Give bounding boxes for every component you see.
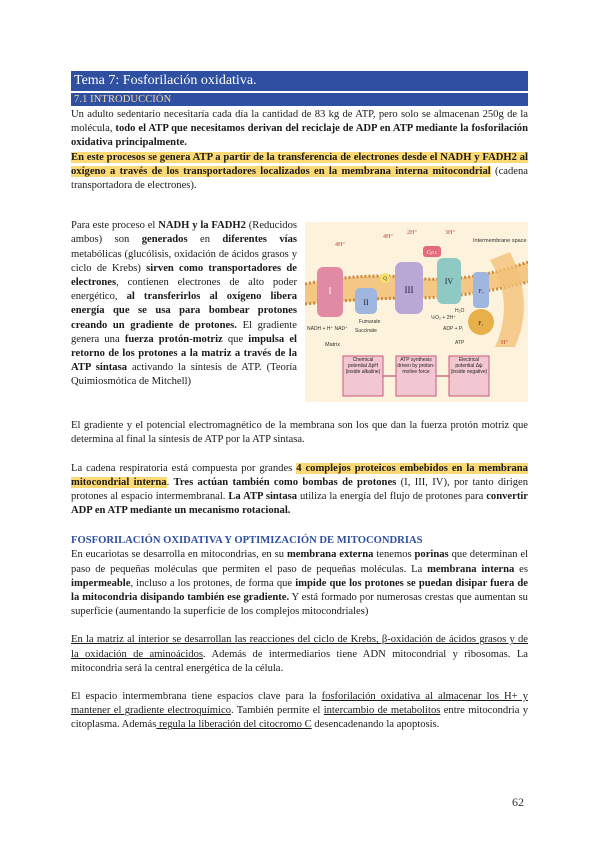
side-paragraph [71, 219, 297, 389]
side-bold: generados [141, 234, 188, 246]
complex-i [317, 267, 343, 317]
intro-paragraph-1 [71, 108, 528, 151]
side-text: El gradiente genera una [71, 319, 297, 345]
s2-bold: impermeable [71, 577, 131, 589]
complex-iv-label: IV [444, 277, 454, 287]
complex-iii [395, 262, 423, 314]
complex-iv [437, 258, 461, 304]
h-plus-label: 3H⁺ [445, 230, 456, 237]
q-label: Q [383, 277, 387, 283]
adp-label: ADP + Pᵢ [443, 326, 464, 333]
h-plus-label: 4H⁺ [335, 242, 346, 249]
atp-label: ATP [455, 340, 465, 347]
side-bold: fuerza protón-motriz [124, 333, 223, 345]
p4-bold: La ATP sintasa [228, 491, 298, 503]
page-content [71, 71, 528, 733]
intro-paragraph-2 [71, 151, 528, 194]
side-bold: al transferirlos al oxígeno libera energía que se usa para bombear protones creando un gradiente de protones. [71, 291, 297, 331]
side-text: en [187, 234, 223, 246]
intro-p2-highlight: En este procesos se genera ATP a partir de la transferencia de electrones desde el NADH y FADH2 al oxígeno a través de los transportadores localizados en la membrana interna mitocondrial [71, 151, 528, 177]
section-title: 7.1 INTRODUCCIÓN [71, 93, 528, 106]
nadh-label: NADH + H⁺ NAD⁺ [307, 326, 348, 333]
s2-text: , incluso a los protones, de forma que [130, 577, 296, 589]
side-text: activando la síntesis de ATP. (Teoría Quimiosmótica de Mitchell) [71, 362, 297, 388]
matrix-label: Matrix [325, 342, 340, 349]
atp-synthesis-label: ATP synthesis driven by proton-motive force [397, 357, 435, 376]
s2-text: es [514, 563, 528, 575]
cyt-c-label: Cyt c [426, 251, 438, 257]
body-paragraph-3: El gradiente y el potencial electromagnético de la membrana son los que dan la fuerza protón motriz que determina al final la síntesis de ATP por la ATP sintasa. [71, 420, 528, 446]
h-plus-label: 2H⁺ [407, 230, 418, 237]
section-2-paragraph-3 [71, 690, 528, 733]
s2-bold: membrana interna [427, 563, 515, 575]
s2-text: entre mitocondria y citoplasma. Además [71, 705, 529, 731]
s2-text: desencadenando la apoptosis. [311, 719, 440, 731]
side-bold: NADH y la FADH2 [158, 220, 246, 232]
side-text: (Reducidos ambos) son [71, 220, 297, 246]
p4-bold: convertir ADP en ATP mediante un mecanismo rotacional. [71, 491, 528, 517]
s2-underline: intercambio de metabolitos [323, 705, 441, 717]
chemical-potential-label: Chemical potential ΔpH (inside alkaline) [345, 357, 381, 376]
fo-label: Fₒ [478, 289, 484, 296]
s2-text: tenemos [373, 549, 415, 561]
p4-text: utiliza la energía del flujo de protones para [297, 491, 487, 503]
s2-bold: membrana externa [286, 549, 374, 561]
fumarate-label: Fumarate [359, 319, 381, 326]
s2-underline: fosforilación oxidativa al almacenar los H+ y mantener el gradiente electroquímico [71, 691, 529, 717]
intro-p1-bold: todo el ATP que necesitamos derivan del reciclaje de ADP en ATP mediante la fosforilación oxidativa principalmente. [71, 123, 528, 149]
water-label: H₂O [455, 308, 465, 315]
complex-iii-label: III [404, 285, 414, 296]
h-plus-label: 4H⁺ [383, 234, 394, 241]
p4-text: (I, III, IV), por tanto dirigen protones al espacio intermembranal. [71, 476, 528, 503]
oxygen-label: ½O₂ + 2H⁺ [431, 315, 456, 322]
f1-label: F₁ [478, 321, 484, 328]
text-with-figure [71, 219, 528, 419]
side-text: que [222, 333, 249, 345]
p4-text: . [166, 476, 174, 488]
s2-text: . Además de intermediarios tiene ADN mitocondrial y ribosomas. La mitocondria será la central energética de la célula. [71, 648, 528, 674]
intro-p2-text: (cadena transportadora de electrones). [71, 165, 528, 192]
side-bold: sirven como transportadores de electrones [71, 262, 297, 289]
s2-text: . También permite el [231, 705, 324, 717]
s2-text: El espacio intermembrana tiene espacios clave para la [71, 691, 322, 703]
section-2-heading: FOSFORILACIÓN OXIDATIVA Y OPTIMIZACIÓN DE MITOCONDRIAS [71, 535, 423, 547]
s2-underline: En la matriz al interior se desarrollan las reacciones del ciclo de Krebs, β-oxidación de ácidos grasos y de la oxidación de aminoácidos [71, 634, 528, 660]
s2-underline: regula la liberación del citocromo C [156, 719, 312, 731]
electrical-potential-box [449, 356, 489, 396]
page-number: 62 [512, 795, 524, 809]
side-bold: diferentes vías [222, 234, 297, 246]
side-text: metabólicas (glucólisis, oxidación de ácidos grasos y ciclo de Krebs) [71, 248, 297, 274]
s2-text: que determinan el paso de pequeñas moléculas que permiten el paso de pequeñas moléculas. La [71, 549, 528, 575]
chapter-title: Tema 7: Fosforilación oxidativa. [71, 71, 528, 91]
intermembrane-label: Intermembrane space [473, 238, 527, 245]
s2-bold: porinas [414, 549, 449, 561]
complex-i-label: I [328, 286, 332, 297]
side-text: Para este proceso el [71, 220, 159, 232]
chemical-potential-box [343, 356, 383, 396]
p4-text: La cadena respiratoria está compuesta por grandes [71, 462, 297, 474]
s2-bold: impide que los protones se puedan disipar fuera de la mitocondria disipando también ese gradiente. [71, 577, 528, 604]
h-plus-label: H⁺ [501, 340, 509, 347]
section-2-paragraph-2 [71, 633, 528, 676]
section-2-paragraph-1 [71, 548, 528, 619]
s2-text: En eucariotas se desarrolla en mitocondrias, en su [71, 549, 287, 561]
succinate-label: Succinate [355, 328, 377, 335]
atp-synthesis-box [396, 356, 436, 396]
electron-transport-chain-figure [305, 222, 528, 402]
electrical-potential-label: Electrical potential Δψ (inside negative) [450, 357, 488, 376]
p4-bold: Tres actúan también como bombas de protones [173, 476, 397, 488]
body-paragraph-4 [71, 462, 528, 519]
side-bold: impulsa el retorno de los protones a la matriz a través de la ATP sintasa [71, 333, 297, 374]
complex-ii [355, 288, 377, 314]
p4-highlight: 4 complejos proteicos embebidos en la membrana mitocondrial interna [71, 462, 528, 488]
intro-p1-text: Un adulto sedentario necesitaría cada día la cantidad de 83 kg de ATP, pero solo se almacenan 250g de la molécula, [71, 109, 528, 135]
side-text: , contienen electrones de alto poder energético, [71, 277, 297, 303]
complex-ii-label: II [363, 298, 369, 308]
s2-text: Y está formado por numerosas crestas que aumentan su superficie (aumentando la superficie de los complejos mitocondriales) [71, 592, 528, 618]
